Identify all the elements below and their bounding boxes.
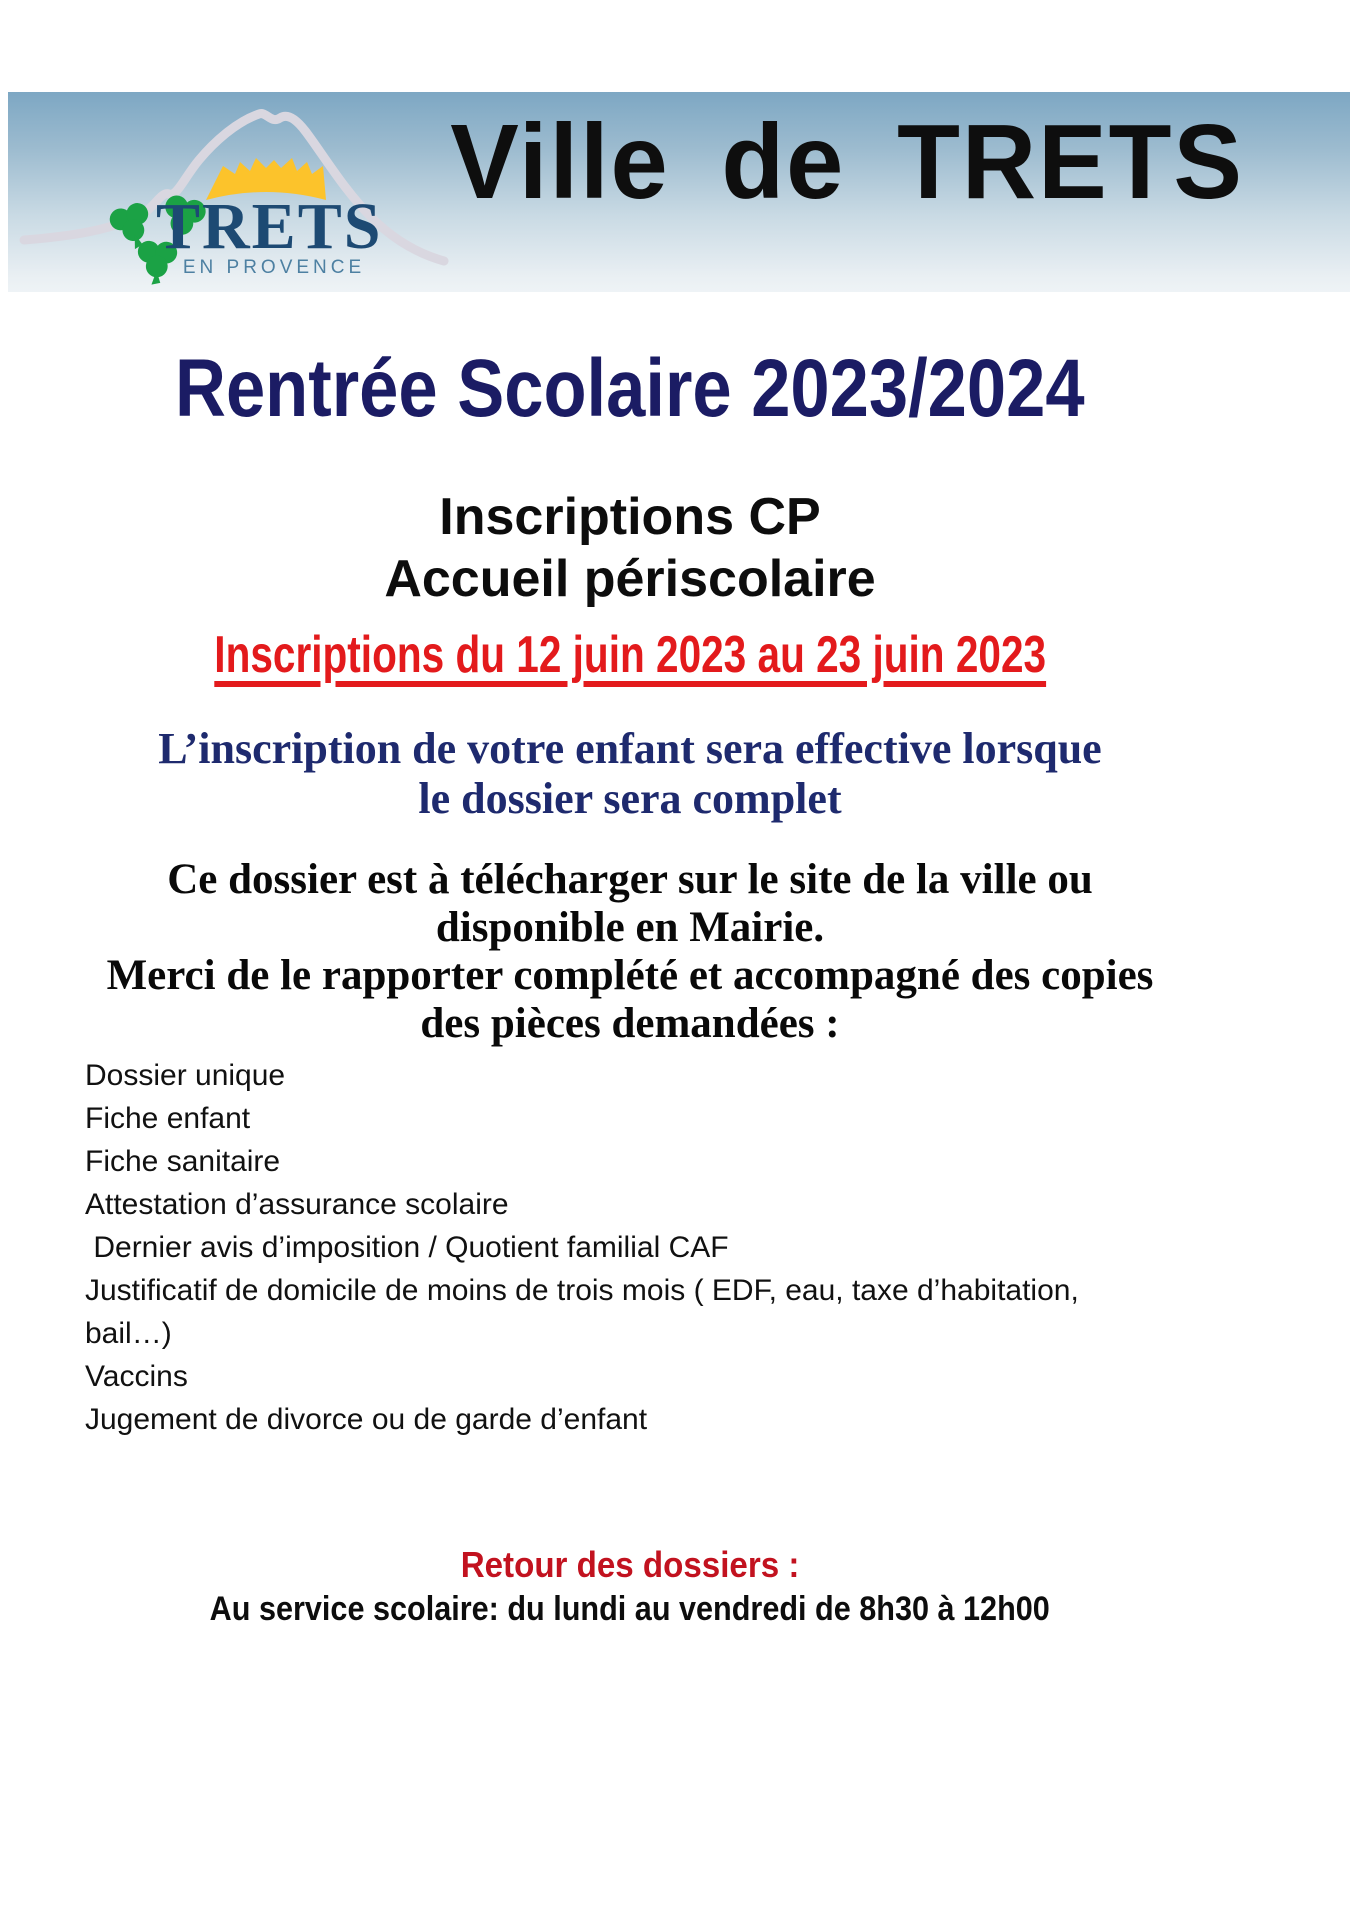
registration-dates: Inscriptions du 12 juin 2023 au 23 juin 2023 [214, 626, 1046, 684]
document-list-item: Fiche enfant [85, 1102, 251, 1135]
document-list-item: Fiche sanitaire [85, 1145, 281, 1178]
documents-list [85, 1054, 1125, 1441]
content-column [40, 292, 1220, 1631]
instruction-line: Ce dossier est à télécharger sur le site de la ville ou [167, 856, 1093, 903]
document-list-item: Vaccins [85, 1360, 188, 1393]
subtitle-block [40, 486, 1220, 610]
instruction-line: disponible en Mairie. [435, 904, 825, 951]
banner-title: Ville de TRETS [450, 103, 1244, 221]
instruction-line: des pièces demandées : [420, 1000, 840, 1047]
notice-line: L’inscription de votre enfant sera effective lorsque [158, 724, 1102, 773]
instructions-block [40, 856, 1220, 1048]
subtitle-line: Inscriptions CP [439, 488, 821, 546]
document-list-item: Dossier unique [85, 1059, 286, 1092]
notice-block [40, 724, 1220, 824]
subtitle-line: Accueil périscolaire [384, 550, 876, 608]
instruction-line: Merci de le rapporter complété et accompagné des copies [106, 952, 1154, 999]
document-list-item: Attestation d’assurance scolaire [85, 1188, 509, 1221]
document-list-item: Jugement de divorce ou de garde d’enfant [85, 1403, 648, 1436]
notice-line: le dossier sera complet [418, 774, 842, 823]
logo-wordmark: TRETS [156, 190, 383, 263]
page-title: Rentrée Scolaire 2023/2024 [175, 343, 1085, 434]
header-banner [8, 92, 1350, 292]
return-heading: Retour des dossiers : [460, 1544, 800, 1585]
document-list-item: Dernier avis d’imposition / Quotient familial CAF [85, 1231, 729, 1264]
return-details: Au service scolaire: du lundi au vendredi de 8h30 à 12h00 [209, 1590, 1051, 1628]
logo-subtitle: EN PROVENCE [182, 257, 366, 278]
document-list-item: Justificatif de domicile de moins de trois mois ( EDF, eau, taxe d’habitation, bail…) [85, 1274, 1088, 1350]
